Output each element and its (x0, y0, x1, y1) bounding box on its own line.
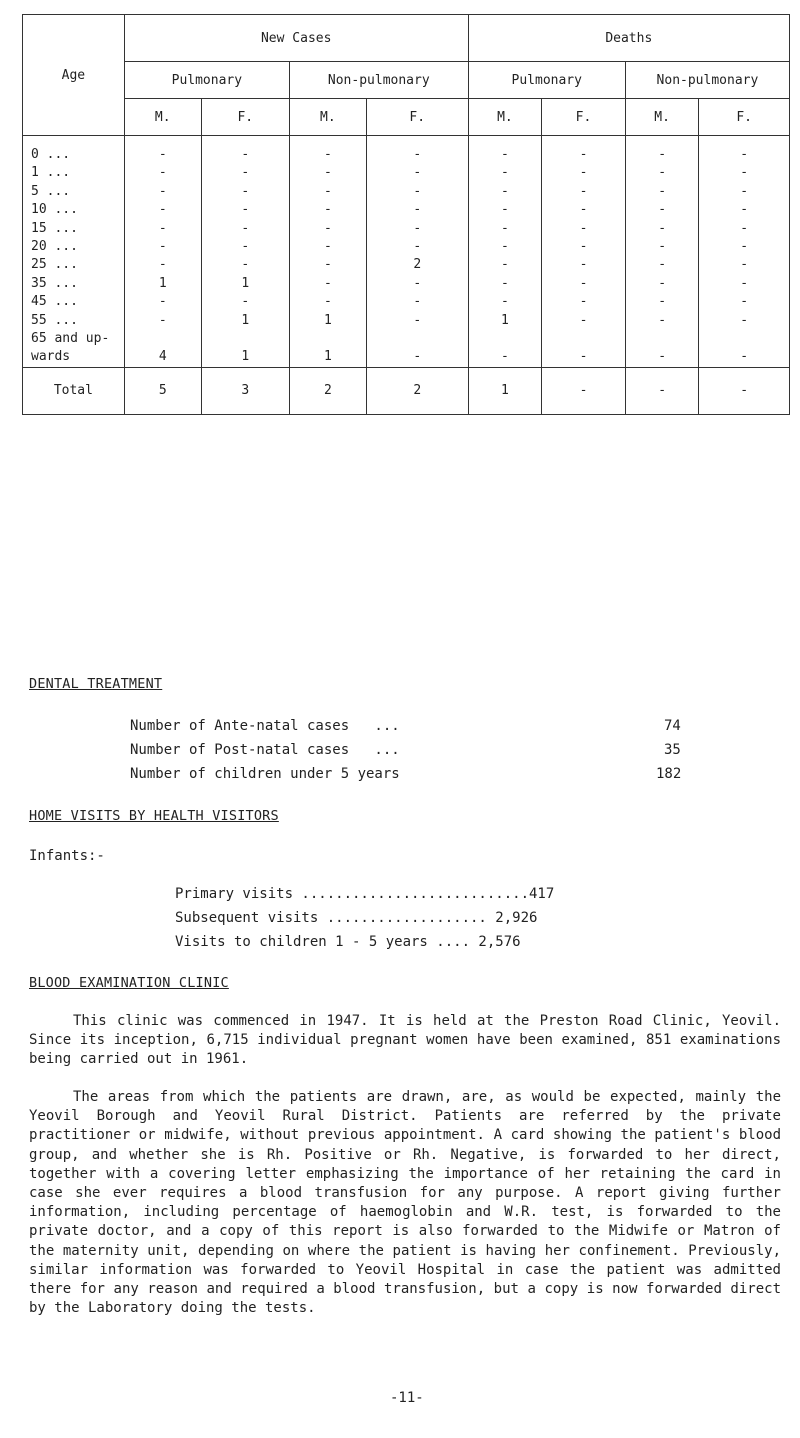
table-cell: - (740, 183, 749, 199)
table-cell: - (658, 147, 667, 162)
table-cell: - (658, 349, 667, 365)
dental-value: 74 (664, 718, 681, 734)
table-cell: - (658, 220, 667, 236)
table-cell: - (323, 238, 332, 254)
age-label: 20 ... (31, 238, 78, 254)
age-label: 35 ... (31, 275, 78, 291)
deaths-header: Deaths (468, 15, 789, 62)
visit-row: Subsequent visits ................... 2,926 (175, 910, 538, 926)
blood-clinic-paragraph-2: The areas from which the patients are drawn, are, as would be expected, mainly the Yeovil Borough and Yeovil Rural District. Patients are referred by the private practitioner or midwife, without previous appointment. A card showing the patient's blood group, and whether she is Rh. Positive or Rh. Negative, is forwarded to her direct, together with a covering letter emphasizing the importance of her retaining the card in case she ever requires a blood transfusion for any purpose. A report giving further information, including percentage of haemoglobin and W.R. test, is forwarded to the private doctor, and a copy of this report is also forwarded to the Midwife or Matron of the maternity unit, depending on where the patient is having her confinement. Previously, similar information was forwarded to Yeovil Hospital in case the patient was admitted there for any reason and required a blood transfusion, but a copy is now forwarded direct by the Laboratory doing the tests. (29, 1089, 781, 1317)
table-cell: - (241, 147, 250, 162)
new-pulmonary-header: Pulmonary (124, 62, 289, 99)
table-cell: - (500, 147, 509, 162)
table-cell: - (500, 349, 509, 365)
table-cell: - (413, 275, 422, 291)
table-cell: - (500, 294, 509, 310)
sex-header-m: M. (124, 99, 201, 136)
dental-label: Number of children under 5 years (130, 766, 400, 782)
table-cell: 1 (500, 312, 509, 328)
table-cell: - (413, 147, 422, 162)
table-cell: 2 (413, 257, 422, 273)
table-cell: - (579, 275, 588, 291)
sex-header-f: F. (542, 99, 626, 136)
sex-header-f: F. (201, 99, 289, 136)
total-cell: 1 (468, 367, 542, 414)
deaths-pulmonary-header: Pulmonary (468, 62, 625, 99)
new-cases-header: New Cases (124, 15, 468, 62)
total-cell: - (699, 367, 790, 414)
blood-clinic-heading: BLOOD EXAMINATION CLINIC (29, 975, 229, 991)
page-number: -11- (390, 1390, 424, 1406)
table-cell: - (658, 294, 667, 310)
table-cell: - (500, 183, 509, 199)
table-cell: 1 (241, 312, 250, 328)
table-cell: - (500, 165, 509, 181)
total-cell: 5 (124, 367, 201, 414)
table-cell: - (241, 220, 250, 236)
dental-label: Number of Post-natal cases ... (130, 742, 400, 758)
table-cell: - (241, 238, 250, 254)
sex-header-f: F. (366, 99, 468, 136)
dental-label: Number of Ante-natal cases ... (130, 718, 400, 734)
table-cell: - (323, 202, 332, 218)
dental-value: 182 (656, 766, 682, 782)
deaths-non-pulmonary-header: Non-pulmonary (625, 62, 789, 99)
table-cell (125, 330, 201, 348)
table-cell: - (658, 202, 667, 218)
table-cell (202, 330, 289, 348)
table-cell: - (740, 275, 749, 291)
table-cell: - (740, 349, 749, 365)
table-cell (367, 330, 468, 348)
table-cell: - (579, 257, 588, 273)
table-cell: - (740, 202, 749, 218)
table-cell: - (158, 312, 167, 328)
table-cell: - (740, 165, 749, 181)
age-label: wards (31, 349, 71, 365)
table-cell: - (158, 257, 167, 273)
table-cell: - (323, 294, 332, 310)
table-cell (469, 330, 542, 348)
table-cell: - (158, 238, 167, 254)
table-cell: - (579, 294, 588, 310)
visit-row: Visits to children 1 - 5 years .... 2,576 (175, 934, 521, 950)
age-label: 10 ... (31, 202, 78, 218)
table-cell: - (579, 147, 588, 162)
sex-header-m: M. (625, 99, 699, 136)
table-cell: - (158, 202, 167, 218)
table-cell: - (158, 183, 167, 199)
table-cell (542, 330, 625, 348)
age-label: 5 ... (31, 183, 71, 199)
table-cell: - (579, 183, 588, 199)
sex-header-m: M. (468, 99, 542, 136)
table-cell: - (323, 183, 332, 199)
age-column (23, 136, 125, 368)
tuberculosis-table (22, 14, 790, 415)
table-cell: 1 (241, 275, 250, 291)
table-cell: 1 (323, 349, 332, 365)
table-cell: 4 (158, 349, 167, 365)
table-cell: - (740, 257, 749, 273)
total-cell: 2 (289, 367, 366, 414)
dental-heading: DENTAL TREATMENT (29, 676, 163, 692)
table-cell: - (323, 275, 332, 291)
total-label: Total (23, 367, 125, 414)
table-cell: - (579, 349, 588, 365)
table-cell: - (658, 312, 667, 328)
table-cell: - (413, 238, 422, 254)
table-cell: - (158, 294, 167, 310)
sex-header-m: M. (289, 99, 366, 136)
total-cell: 3 (201, 367, 289, 414)
blood-clinic-paragraph-1: This clinic was commenced in 1947. It is held at the Preston Road Clinic, Yeovil. Since its inception, 6,715 individual pregnant women have been examined, 851 examinations being carried out in 1961. (29, 1013, 781, 1068)
table-cell: - (579, 238, 588, 254)
table-cell: - (158, 147, 167, 162)
table-cell: - (740, 294, 749, 310)
age-label: 0 ... (31, 147, 71, 162)
total-cell: - (625, 367, 699, 414)
table-cell: - (323, 147, 332, 162)
table-cell: - (241, 202, 250, 218)
table-cell: 1 (158, 275, 167, 291)
table-cell: - (323, 220, 332, 236)
sex-header-f: F. (699, 99, 790, 136)
table-cell: 1 (323, 312, 332, 328)
table-cell: - (658, 238, 667, 254)
data-column (124, 136, 201, 368)
table-cell: - (658, 275, 667, 291)
table-cell: - (241, 165, 250, 181)
data-column (289, 136, 366, 368)
table-cell: - (413, 165, 422, 181)
data-column (468, 136, 542, 368)
table-cell: - (241, 183, 250, 199)
home-visits-heading: HOME VISITS BY HEALTH VISITORS (29, 808, 279, 824)
age-label: 45 ... (31, 294, 78, 310)
table-cell: - (158, 220, 167, 236)
table-cell: - (413, 183, 422, 199)
table-cell: - (579, 202, 588, 218)
data-column (201, 136, 289, 368)
table-cell: - (500, 202, 509, 218)
table-cell: - (413, 202, 422, 218)
table-cell: - (158, 165, 167, 181)
age-label: 1 ... (31, 165, 71, 181)
table-cell: - (658, 183, 667, 199)
table-cell: - (579, 220, 588, 236)
table-cell: - (658, 257, 667, 273)
table-cell: - (413, 349, 422, 365)
table-cell: - (500, 238, 509, 254)
table-cell: - (413, 294, 422, 310)
table-cell: - (413, 312, 422, 328)
data-column (625, 136, 699, 368)
table-cell: - (740, 238, 749, 254)
table-cell: - (740, 220, 749, 236)
table-cell (699, 330, 789, 348)
table-cell: - (323, 165, 332, 181)
age-label: 15 ... (31, 220, 78, 236)
data-column (699, 136, 790, 368)
dental-value: 35 (664, 742, 681, 758)
table-cell: - (658, 165, 667, 181)
table-cell: 1 (241, 349, 250, 365)
table-cell: - (241, 257, 250, 273)
infants-label: Infants:- (29, 848, 105, 864)
age-label: 65 and up- (31, 330, 110, 346)
table-cell: - (740, 147, 749, 162)
table-cell: - (740, 312, 749, 328)
table-cell: - (323, 257, 332, 273)
table-cell (290, 330, 366, 348)
data-column (542, 136, 626, 368)
age-header: Age (23, 15, 125, 136)
table-cell: - (500, 275, 509, 291)
table-cell: - (413, 220, 422, 236)
table-cell: - (500, 257, 509, 273)
table-cell: - (241, 294, 250, 310)
table-cell (626, 330, 699, 348)
data-column (366, 136, 468, 368)
visit-row: Primary visits ...........................417 (175, 886, 555, 902)
total-cell: - (542, 367, 626, 414)
table-cell: - (579, 312, 588, 328)
table-cell: - (579, 165, 588, 181)
age-label: 25 ... (31, 257, 78, 273)
total-cell: 2 (366, 367, 468, 414)
age-label: 55 ... (31, 312, 78, 328)
new-non-pulmonary-header: Non-pulmonary (289, 62, 468, 99)
table-cell: - (500, 220, 509, 236)
